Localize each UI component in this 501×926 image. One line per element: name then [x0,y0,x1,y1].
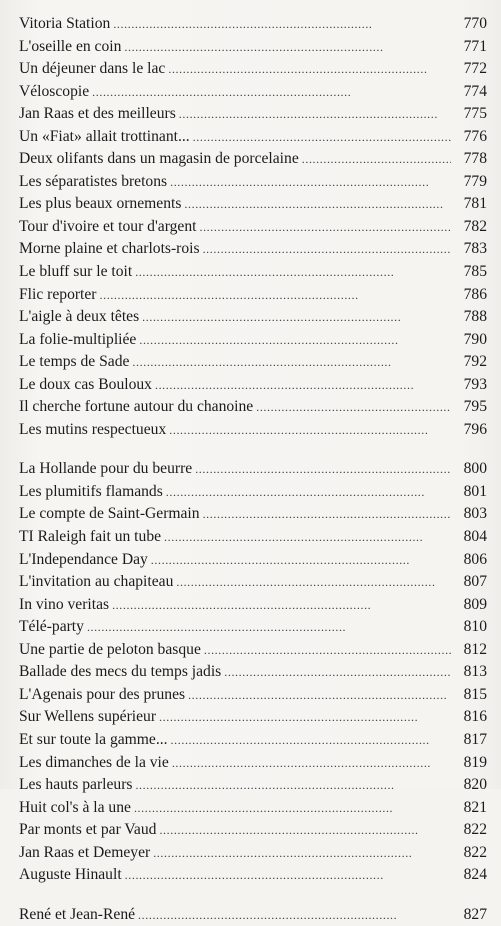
toc-entry-title: Les mutins respectueux [19,420,167,438]
toc-entry-page-number: 822 [463,843,487,861]
toc-entry [19,396,487,419]
toc-entry-title: L'Independance Day [19,550,148,568]
toc-entry-page-number: 783 [463,240,487,258]
toc-entry-page-number: 786 [463,285,487,303]
toc-entry-title: Jan Raas et des meilleurs [19,105,176,123]
toc-section [19,458,487,886]
toc-entry-title: Les séparatistes bretons [19,172,168,190]
toc-entry-title: Le bluff sur le toit [19,263,133,281]
toc-entry-page-number: 804 [463,528,487,546]
toc-entry-title: Les plumitifs flamands [19,482,163,500]
toc-entry-title: Le doux cas Bouloux [19,375,152,393]
toc-entry-page-number: 788 [463,308,487,326]
toc-entry [19,774,487,797]
toc-entry-page-number: 819 [463,753,487,771]
toc-entry-page-number: 776 [463,127,487,145]
dot-leader [172,752,451,775]
toc-entry [19,819,487,842]
toc-entry [19,419,487,442]
dot-leader [135,774,451,797]
toc-entry-title: Une partie de peloton basque [19,640,201,658]
toc-entry [19,684,487,707]
dot-leader [179,103,451,126]
dot-leader [224,661,451,684]
toc-entry [19,458,487,481]
toc-section [19,13,487,441]
dot-leader [159,706,451,729]
toc-entry-title: René et Jean-René [19,905,136,923]
toc-entry [19,729,487,752]
toc-entry-title: La Hollande pour du beurre [19,460,193,478]
toc-entry-page-number: 821 [463,798,487,816]
toc-entry [19,374,487,397]
toc-entry-page-number: 815 [463,685,487,703]
toc-entry [19,481,487,504]
dot-leader [134,797,451,820]
toc-entry-title: Vitoria Station [19,15,111,32]
toc-entry [19,904,487,926]
toc-entry-title: Véloscopie [19,82,90,100]
dot-leader [87,616,451,639]
dot-leader [113,13,451,36]
toc-entry-title: Les plus beaux ornements [19,195,182,213]
toc-entry [19,661,487,684]
toc-entry-page-number: 793 [463,375,487,393]
toc-entry [19,864,487,887]
toc-entry-page-number: 809 [463,595,487,613]
toc-entry-page-number: 785 [463,263,487,281]
toc-entry [19,351,487,374]
dot-leader [168,58,451,81]
toc-entry-title: Ballade des mecs du temps jadis [19,663,222,681]
toc-entry [19,81,487,104]
toc-entry-page-number: 800 [463,460,487,478]
toc-entry-page-number: 817 [463,730,487,748]
toc-entry-title: Un déjeuner dans le lac [19,60,166,78]
dot-leader [100,284,451,307]
toc-entry-page-number: 790 [463,330,487,348]
toc-entry [19,616,487,639]
toc-entry-page-number: 781 [463,195,487,213]
toc-entry-page-number: 810 [463,618,487,636]
dot-leader [153,842,451,865]
toc-entry-page-number: 772 [463,60,487,78]
toc-entry [19,216,487,239]
toc-entry-title: Les dimanches de la vie [19,753,169,771]
toc-entry [19,306,487,329]
toc-entry-page-number: 812 [463,640,487,658]
toc-entry-title: Sur Wellens supérieur [19,708,157,726]
toc-entry-title: L'invitation au chapiteau [19,573,174,591]
dot-leader [199,216,451,239]
toc-entry [19,148,487,171]
toc-entry-title: L'Agenais pour des prunes [19,685,186,703]
dot-leader [124,36,451,59]
toc-entry-title: Tour d'ivoire et tour d'argent [19,217,197,235]
toc-entry-page-number: 775 [463,105,487,123]
toc-entry [19,193,487,216]
toc-entry-title: Auguste Hinault [19,866,122,884]
table-of-contents [19,13,487,926]
toc-entry [19,126,487,149]
toc-entry-page-number: 820 [463,776,487,794]
toc-entry-page-number: 796 [463,420,487,438]
toc-entry [19,503,487,526]
dot-leader [166,481,451,504]
toc-entry-page-number: 816 [463,708,487,726]
dot-leader [176,571,451,594]
toc-entry-page-number: 771 [463,37,487,55]
toc-entry [19,36,487,59]
dot-leader [125,864,451,887]
dot-leader [159,819,451,842]
toc-entry-page-number: 806 [463,550,487,568]
dot-leader [195,458,451,481]
toc-entry-page-number: 770 [463,15,487,32]
dot-leader [138,904,451,926]
dot-leader [188,684,451,707]
toc-entry-page-number: 782 [463,217,487,235]
dot-leader [170,171,451,194]
toc-entry [19,549,487,572]
toc-entry-title: Et sur toute la gamme... [19,730,168,748]
toc-entry-page-number: 822 [463,821,487,839]
toc-section [19,904,487,926]
dot-leader [112,594,451,617]
toc-entry-page-number: 824 [463,866,487,884]
dot-leader [193,126,451,149]
toc-entry [19,639,487,662]
toc-entry-page-number: 801 [463,482,487,500]
toc-entry-title: Les hauts parleurs [19,776,133,794]
toc-entry-title: L'oseille en coin [19,37,122,55]
toc-entry [19,797,487,820]
toc-entry-title: La folie-multipliée [19,330,137,348]
toc-entry-title: Deux olifants dans un magasin de porcelaine [19,150,299,168]
dot-leader [204,639,451,662]
toc-entry-title: Morne plaine et charlots-rois [19,240,200,258]
toc-entry-title: In vino veritas [19,595,110,613]
dot-leader [132,351,451,374]
toc-entry-page-number: 813 [463,663,487,681]
toc-entry-title: Télé-party [19,618,84,636]
toc-entry [19,752,487,775]
toc-entry [19,58,487,81]
toc-entry-page-number: 807 [463,573,487,591]
toc-entry-page-number: 795 [463,398,487,416]
dot-leader [142,306,451,329]
dot-leader [169,419,451,442]
dot-leader [203,503,451,526]
toc-entry [19,842,487,865]
toc-entry-title: Par monts et par Vaud [19,821,157,839]
toc-entry-page-number: 803 [463,505,487,523]
dot-leader [164,526,451,549]
dot-leader [151,549,451,572]
dot-leader [256,396,451,419]
dot-leader [92,81,451,104]
toc-entry-title: Il cherche fortune autour du chanoine [19,398,254,416]
toc-entry-title: TI Raleigh fait un tube [19,528,162,546]
dot-leader [139,329,451,352]
toc-entry-title: Le temps de Sade [19,353,130,371]
toc-entry-title: L'aigle à deux têtes [19,308,140,326]
toc-entry [19,13,487,36]
toc-entry-title: Un «Fiat» allait trottinant... [19,127,190,145]
toc-entry [19,706,487,729]
toc-entry [19,284,487,307]
dot-leader [135,261,451,284]
toc-entry [19,571,487,594]
toc-entry-title: Jan Raas et Demeyer [19,843,151,861]
toc-entry [19,594,487,617]
toc-entry [19,103,487,126]
dot-leader [203,238,451,261]
toc-entry-page-number: 792 [463,353,487,371]
toc-entry-page-number: 778 [463,150,487,168]
toc-entry-page-number: 827 [463,905,487,923]
dot-leader [302,148,451,171]
toc-entry-title: Huit col's à la une [19,798,131,816]
toc-entry [19,526,487,549]
toc-entry [19,171,487,194]
toc-entry-page-number: 774 [463,82,487,100]
toc-entry [19,261,487,284]
dot-leader [171,729,451,752]
dot-leader [184,193,451,216]
toc-entry-page-number: 779 [463,172,487,190]
dot-leader [155,374,451,397]
toc-entry-title: Flic reporter [19,285,97,303]
toc-entry [19,238,487,261]
toc-entry-title: Le compte de Saint-Germain [19,505,200,523]
toc-entry [19,329,487,352]
